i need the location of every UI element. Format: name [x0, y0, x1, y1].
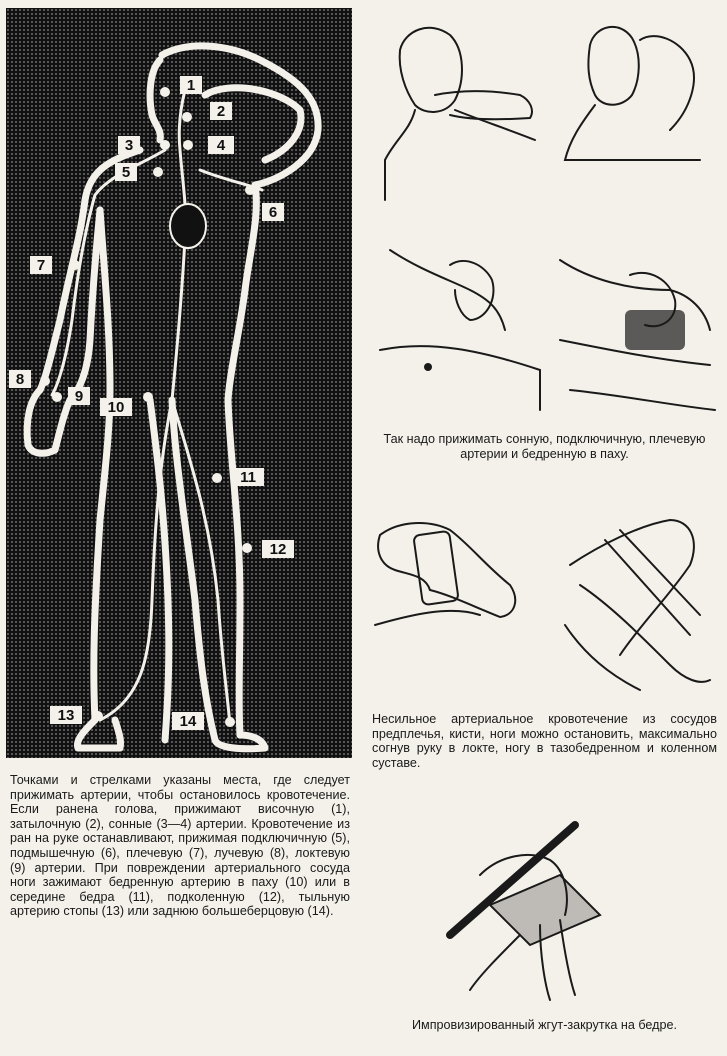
point-label-3: 3 — [124, 137, 134, 154]
point-label-9: 9 — [74, 388, 84, 405]
caption-tourniquet: Импровизированный жгут-закрутка на бедре. — [411, 1018, 678, 1032]
point-label-5: 5 — [121, 164, 131, 181]
point-label-14: 14 — [179, 713, 197, 730]
caption-bending: Несильное артериальное кровотечение из сосудов предплечья, кисти, ноги можно остановить, максимально согнув руку в локте, ногу в тазобедренном и коленном суставе. — [372, 712, 717, 770]
tourniquet-illustration — [440, 815, 640, 1005]
caption-main: Точками и стрелками указаны места, где следует прижимать артерии, чтобы остановилось кровотечение. Если ранена голова, прижимают височную (1), затылочную (2), сонные (3—4) артерии. Кровотечение из ран на руке останавливают, прижимая подключичную (5), подмышечную (6), плечевую (7), лучевую (8), локтевую (9) артерии. При повреждении артериального сосуда ноги зажимают бедренную артерию в паху (10) или в середине бедра (11), подколенную (12), тыльную артерию стопы (13) или заднюю большеберцовую (14). — [10, 773, 350, 919]
point-label-13: 13 — [57, 707, 75, 724]
point-label-11: 11 — [240, 469, 256, 486]
caption-pressing: Так надо прижимать сонную, подключичную, плечевую артерии и бедренную в паху. — [383, 432, 706, 461]
point-label-7: 7 — [36, 257, 46, 274]
point-label-1: 1 — [186, 77, 196, 94]
point-label-12: 12 — [269, 541, 287, 558]
point-label-2: 2 — [216, 103, 226, 120]
point-label-8: 8 — [15, 371, 25, 388]
bending-illustrations — [370, 505, 720, 700]
pressing-illustrations — [370, 10, 720, 430]
point-label-10: 10 — [107, 399, 125, 416]
point-label-6: 6 — [268, 204, 278, 221]
point-label-4: 4 — [216, 137, 226, 154]
